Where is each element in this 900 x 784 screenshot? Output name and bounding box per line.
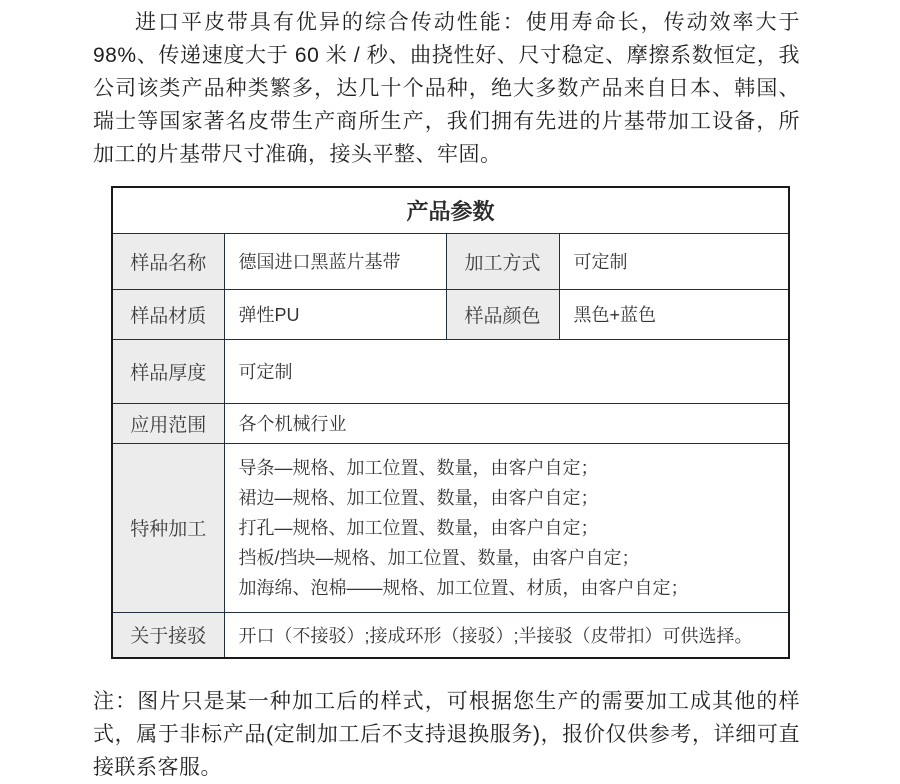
spec-row-thickness xyxy=(112,339,789,403)
special-processing-line-baffle: 挡板/挡块—规格、加工位置、数量，由客户自定； xyxy=(238,547,640,568)
sample-thickness-value: 可定制 xyxy=(224,339,789,403)
special-processing-label: 特种加工 xyxy=(112,443,224,612)
sample-name-label: 样品名称 xyxy=(112,233,224,289)
sample-material-label: 样品材质 xyxy=(112,289,224,339)
special-processing-line-sponge: 加海绵、泡棉——规格、加工位置、材质，由客户自定； xyxy=(238,577,689,598)
spec-row-name-method xyxy=(112,233,789,289)
process-method-label: 加工方式 xyxy=(446,233,559,289)
process-method-value: 可定制 xyxy=(559,233,789,289)
joint-value: 开口（不接驳）;接成环形（接驳）;半接驳（皮带扣）可供选择。 xyxy=(224,612,789,658)
special-processing-line-skirt: 裙边—规格、加工位置、数量，由客户自定； xyxy=(238,487,599,508)
special-processing-value xyxy=(224,443,789,612)
footnote-paragraph: 注：图片只是某一种加工后的样式，可根据您生产的需要加工成其他的样式，属于非标产品(定制加工后不支持退换服务)，报价仅供参考，详细可直接联系客服。 xyxy=(93,690,800,779)
spec-row-special-processing xyxy=(112,443,789,612)
spec-row-application xyxy=(112,403,789,443)
application-scope-value: 各个机械行业 xyxy=(224,403,789,443)
special-processing-line-guide: 导条—规格、加工位置、数量，由客户自定； xyxy=(238,457,599,478)
spec-table-title-row xyxy=(112,187,789,233)
sample-name-value: 德国进口黑蓝片基带 xyxy=(224,233,446,289)
spec-row-material-color xyxy=(112,289,789,339)
spec-table-title: 产品参数 xyxy=(112,187,789,233)
sample-material-value: 弹性PU xyxy=(224,289,446,339)
intro-paragraph: 进口平皮带具有优异的综合传动性能：使用寿命长，传动效率大于 98%、传递速度大于 60 米 / 秒、曲挠性好、尺寸稳定、摩擦系数恒定，我公司该类产品种类繁多，达几十个品种，绝大多数产品来自日本、韩国、瑞士等国家著名皮带生产商所生产，我们拥有先进的片基带加工设备，所加工的片基带尺寸准确，接头平整、牢固。 xyxy=(93,11,800,166)
application-scope-label: 应用范围 xyxy=(112,403,224,443)
sample-color-label: 样品颜色 xyxy=(446,289,559,339)
spec-row-joint xyxy=(112,612,789,658)
sample-color-value: 黑色+蓝色 xyxy=(559,289,789,339)
sample-thickness-label: 样品厚度 xyxy=(112,339,224,403)
special-processing-line-punch: 打孔—规格、加工位置、数量，由客户自定； xyxy=(238,517,599,538)
joint-label: 关于接驳 xyxy=(112,612,224,658)
product-spec-table xyxy=(111,186,790,659)
